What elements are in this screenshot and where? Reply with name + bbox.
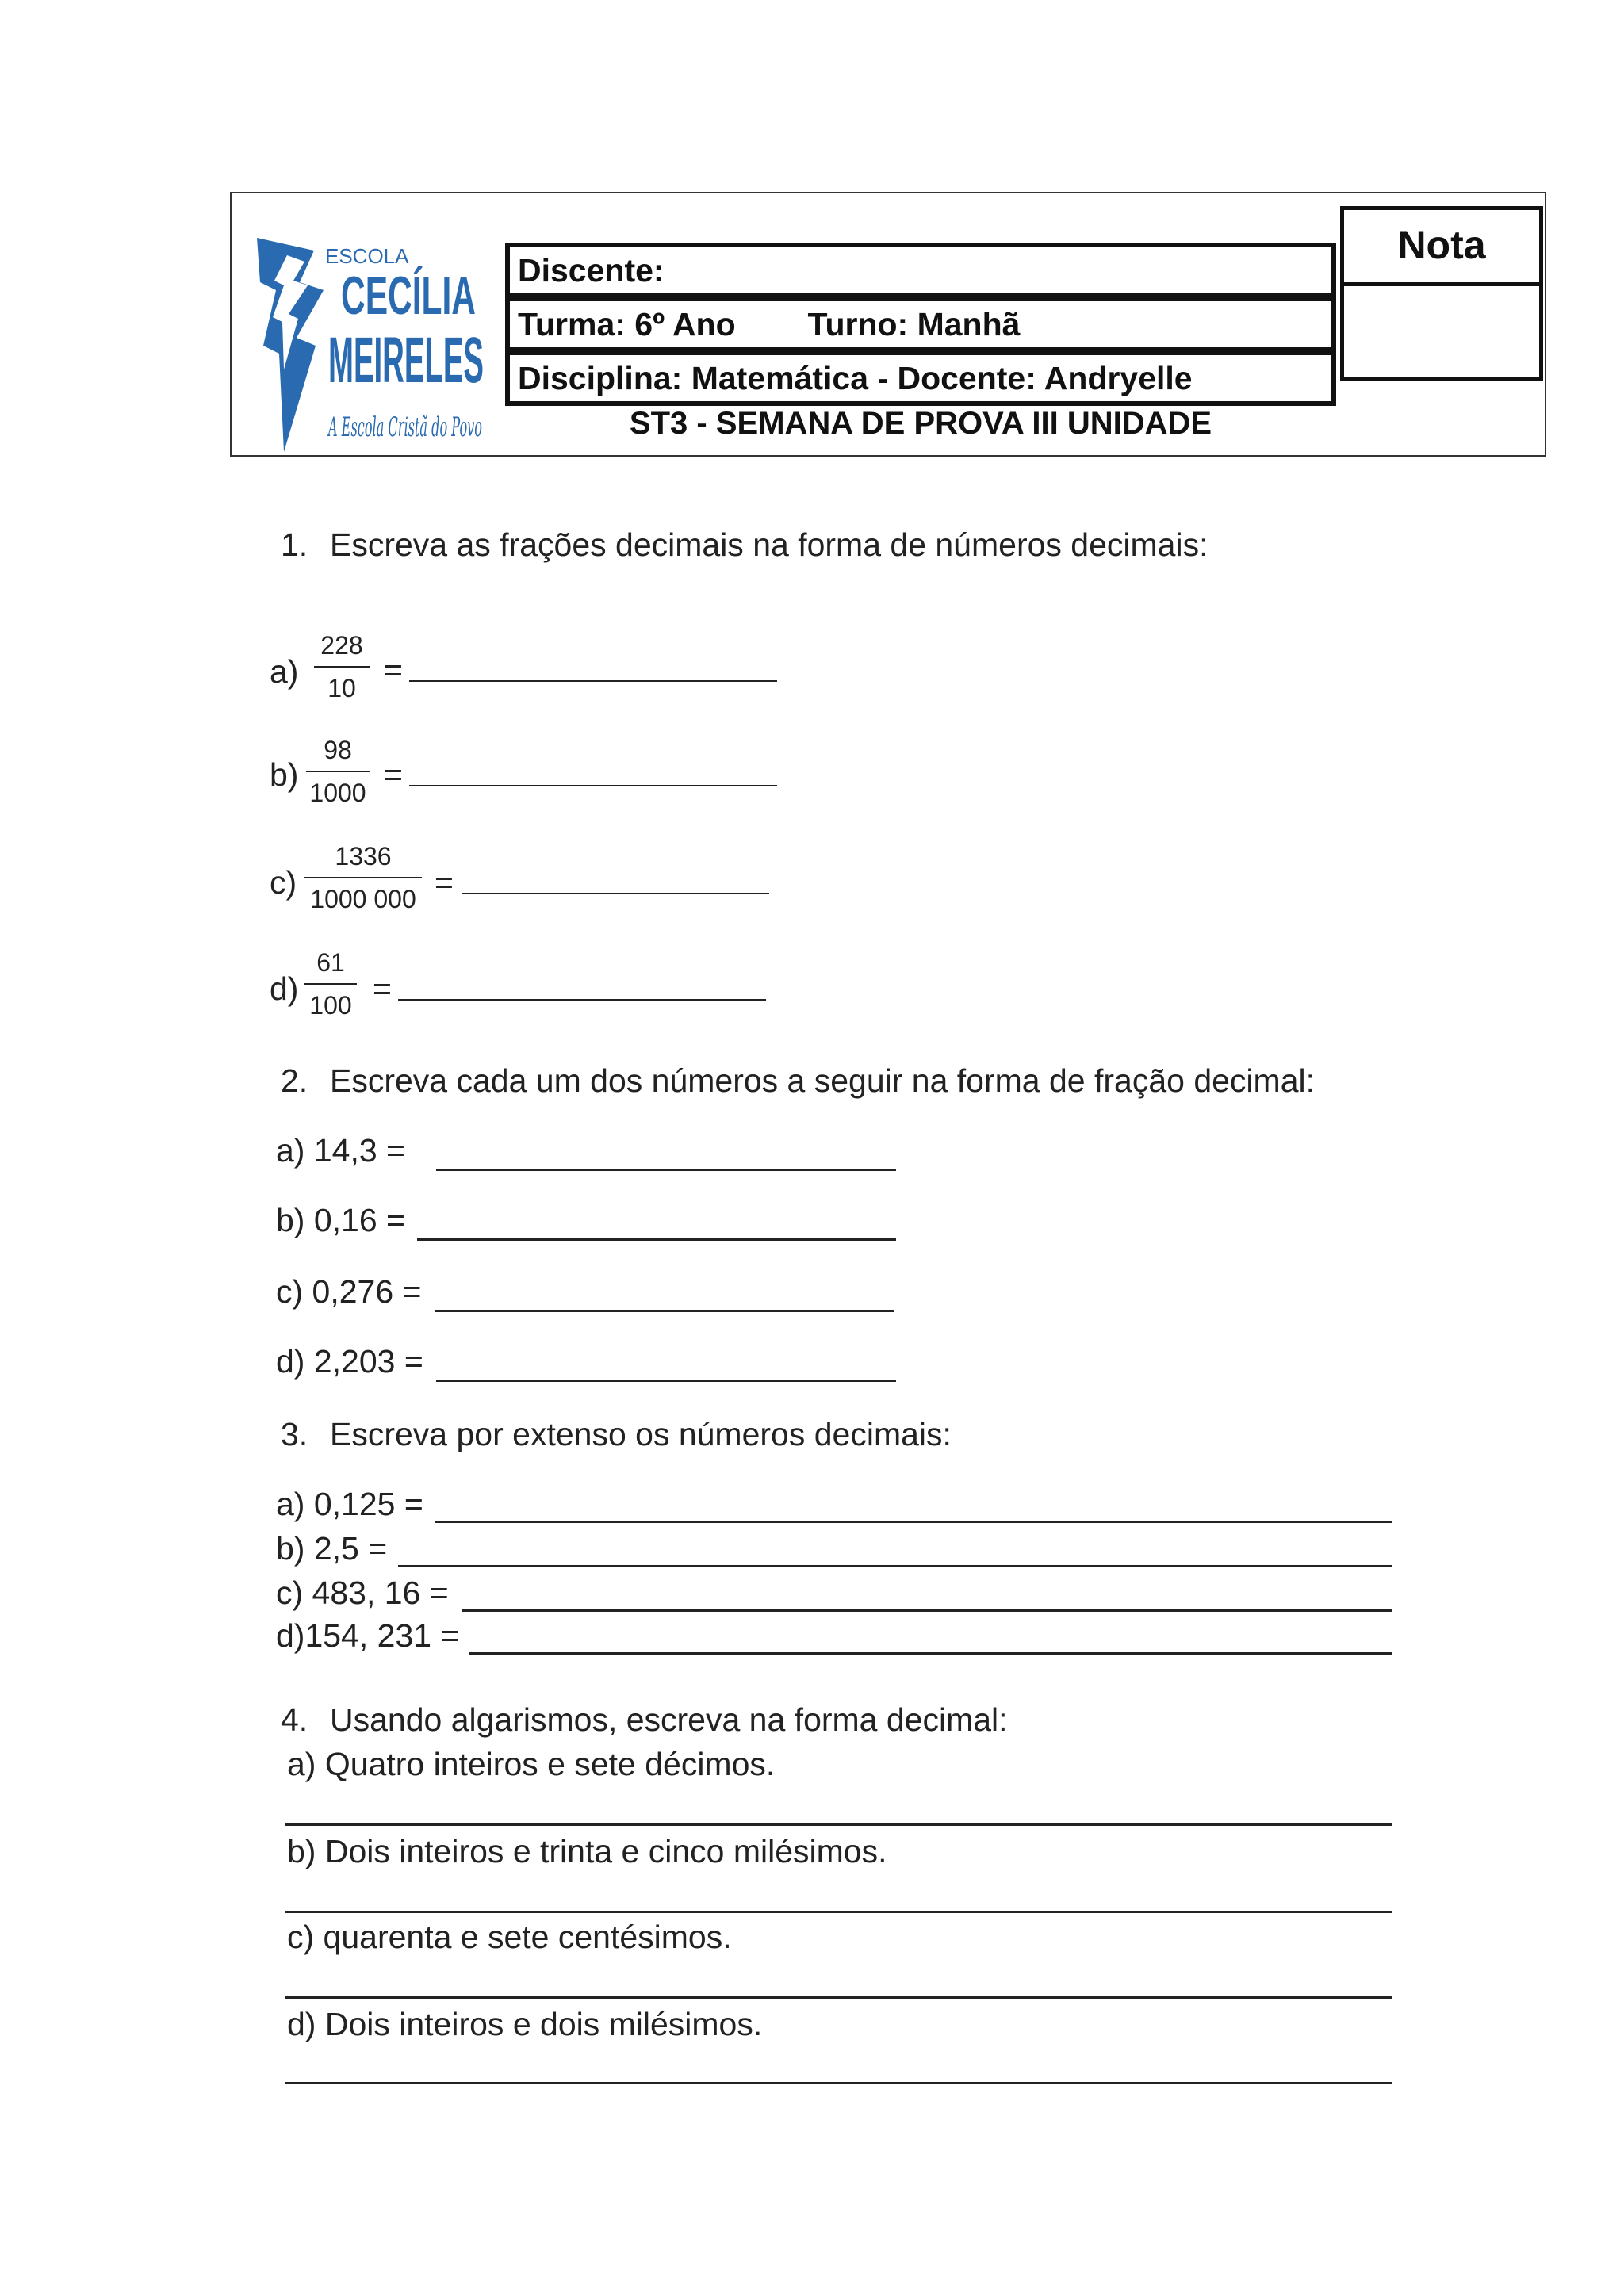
turno-value: Turno: Manhã — [807, 306, 1021, 342]
logo-text-meireles: MEIRELES — [328, 324, 484, 396]
q4-item-a: a) Quatro inteiros e sete décimos. — [287, 1746, 776, 1782]
fraction-numerator: 61 — [316, 948, 345, 977]
q4-item-c: c) quarenta e sete centésimos. — [287, 1919, 732, 1955]
fraction-bar — [314, 666, 370, 668]
q1-item-b-answer-line[interactable] — [409, 785, 777, 786]
fraction-numerator: 228 — [320, 631, 363, 660]
fraction-numerator: 1336 — [335, 842, 392, 871]
q3-item-c: c) 483, 16 = — [276, 1575, 449, 1611]
q3-item-b: b) 2,5 = — [276, 1530, 388, 1567]
q2-item-b-answer-line[interactable] — [417, 1238, 896, 1241]
q2-text: Escreva cada um dos números a seguir na forma de fração decimal: — [330, 1062, 1315, 1099]
fraction-denominator: 10 — [327, 674, 356, 702]
fraction-numerator: 98 — [324, 736, 352, 764]
q3-item-d-answer-line[interactable] — [469, 1652, 1392, 1655]
q2-item-c: c) 0,276 = — [276, 1273, 422, 1310]
q1-item-a-label: a) — [270, 653, 299, 690]
discente-label: Discente: — [518, 252, 665, 289]
logo-text-cecilia: CECÍLIA — [341, 266, 476, 326]
logo-text-escola: ESCOLA — [325, 244, 409, 268]
q4-item-d-answer-line[interactable] — [285, 2082, 1392, 2084]
q1-item-c-answer-line[interactable] — [462, 893, 769, 894]
q3-item-c-answer-line[interactable] — [462, 1609, 1392, 1612]
q2-item-a-answer-line[interactable] — [436, 1169, 896, 1171]
fraction-denominator: 1000 000 — [310, 885, 416, 913]
fraction-bar — [306, 771, 370, 772]
q1-item-b-equals: = — [384, 756, 403, 793]
q4-item-d: d) Dois inteiros e dois milésimos. — [287, 2006, 763, 2042]
q4-item-c-answer-line[interactable] — [285, 1996, 1392, 1999]
q3-item-d: d)154, 231 = — [276, 1617, 460, 1654]
turma-row — [505, 297, 1336, 352]
q3-item-b-answer-line[interactable] — [398, 1565, 1392, 1567]
school-logo — [252, 235, 487, 452]
q2-number: 2. — [281, 1062, 308, 1099]
exam-title: ST3 - SEMANA DE PROVA III UNIDADE — [629, 406, 1212, 441]
turma-value: Turma: 6º Ano — [518, 306, 736, 342]
q4-item-b-answer-line[interactable] — [285, 1911, 1392, 1913]
nota-label: Nota — [1344, 210, 1539, 286]
fraction-denominator: 100 — [309, 991, 352, 1020]
q1-item-c-equals: = — [435, 864, 454, 901]
q2-item-d-answer-line[interactable] — [436, 1380, 896, 1382]
q1-item-a-equals: = — [384, 652, 403, 688]
q1-item-d-equals: = — [373, 970, 392, 1007]
discente-field[interactable] — [505, 243, 1336, 298]
q4-text: Usando algarismos, escreva na forma decimal: — [330, 1701, 1008, 1738]
fraction-bar — [304, 877, 422, 878]
q1-item-d-answer-line[interactable] — [398, 999, 766, 1001]
q1-item-b-fraction — [306, 733, 370, 810]
q1-item-c-label: c) — [270, 864, 297, 901]
q1-text: Escreva as frações decimais na forma de números decimais: — [330, 526, 1208, 563]
q2-heading — [281, 1062, 1315, 1100]
q2-item-c-answer-line[interactable] — [435, 1310, 894, 1312]
fraction-bar — [304, 983, 357, 985]
nota-box[interactable] — [1340, 206, 1543, 381]
q2-item-d: d) 2,203 = — [276, 1343, 423, 1380]
q3-heading — [281, 1416, 952, 1453]
q1-number: 1. — [281, 526, 308, 563]
q4-item-b: b) Dois inteiros e trinta e cinco milésimos. — [287, 1833, 887, 1869]
q4-number: 4. — [281, 1701, 308, 1738]
q1-item-d-fraction — [304, 945, 357, 1023]
q4-item-a-answer-line[interactable] — [285, 1823, 1392, 1826]
disciplina-row — [505, 350, 1336, 406]
q1-item-a-answer-line[interactable] — [409, 680, 777, 682]
q1-item-c-fraction — [304, 839, 422, 916]
q3-text: Escreva por extenso os números decimais: — [330, 1416, 952, 1452]
disciplina-value: Disciplina: Matemática - Docente: Andryelle — [518, 360, 1193, 396]
fraction-denominator: 1000 — [309, 779, 366, 807]
q1-item-b-label: b) — [270, 756, 299, 793]
q4-heading — [281, 1701, 1008, 1739]
logo-emblem-icon — [252, 235, 487, 452]
q2-item-a: a) 14,3 = — [276, 1132, 405, 1169]
q3-item-a: a) 0,125 = — [276, 1486, 423, 1522]
q2-item-b: b) 0,16 = — [276, 1202, 405, 1238]
q1-item-d-label: d) — [270, 970, 299, 1007]
q3-number: 3. — [281, 1416, 308, 1452]
q1-item-a-fraction — [314, 628, 370, 706]
q1-heading — [281, 526, 1208, 564]
q3-item-a-answer-line[interactable] — [435, 1521, 1392, 1523]
logo-text-slogan: A Escola Cristã do Povo — [327, 411, 482, 443]
